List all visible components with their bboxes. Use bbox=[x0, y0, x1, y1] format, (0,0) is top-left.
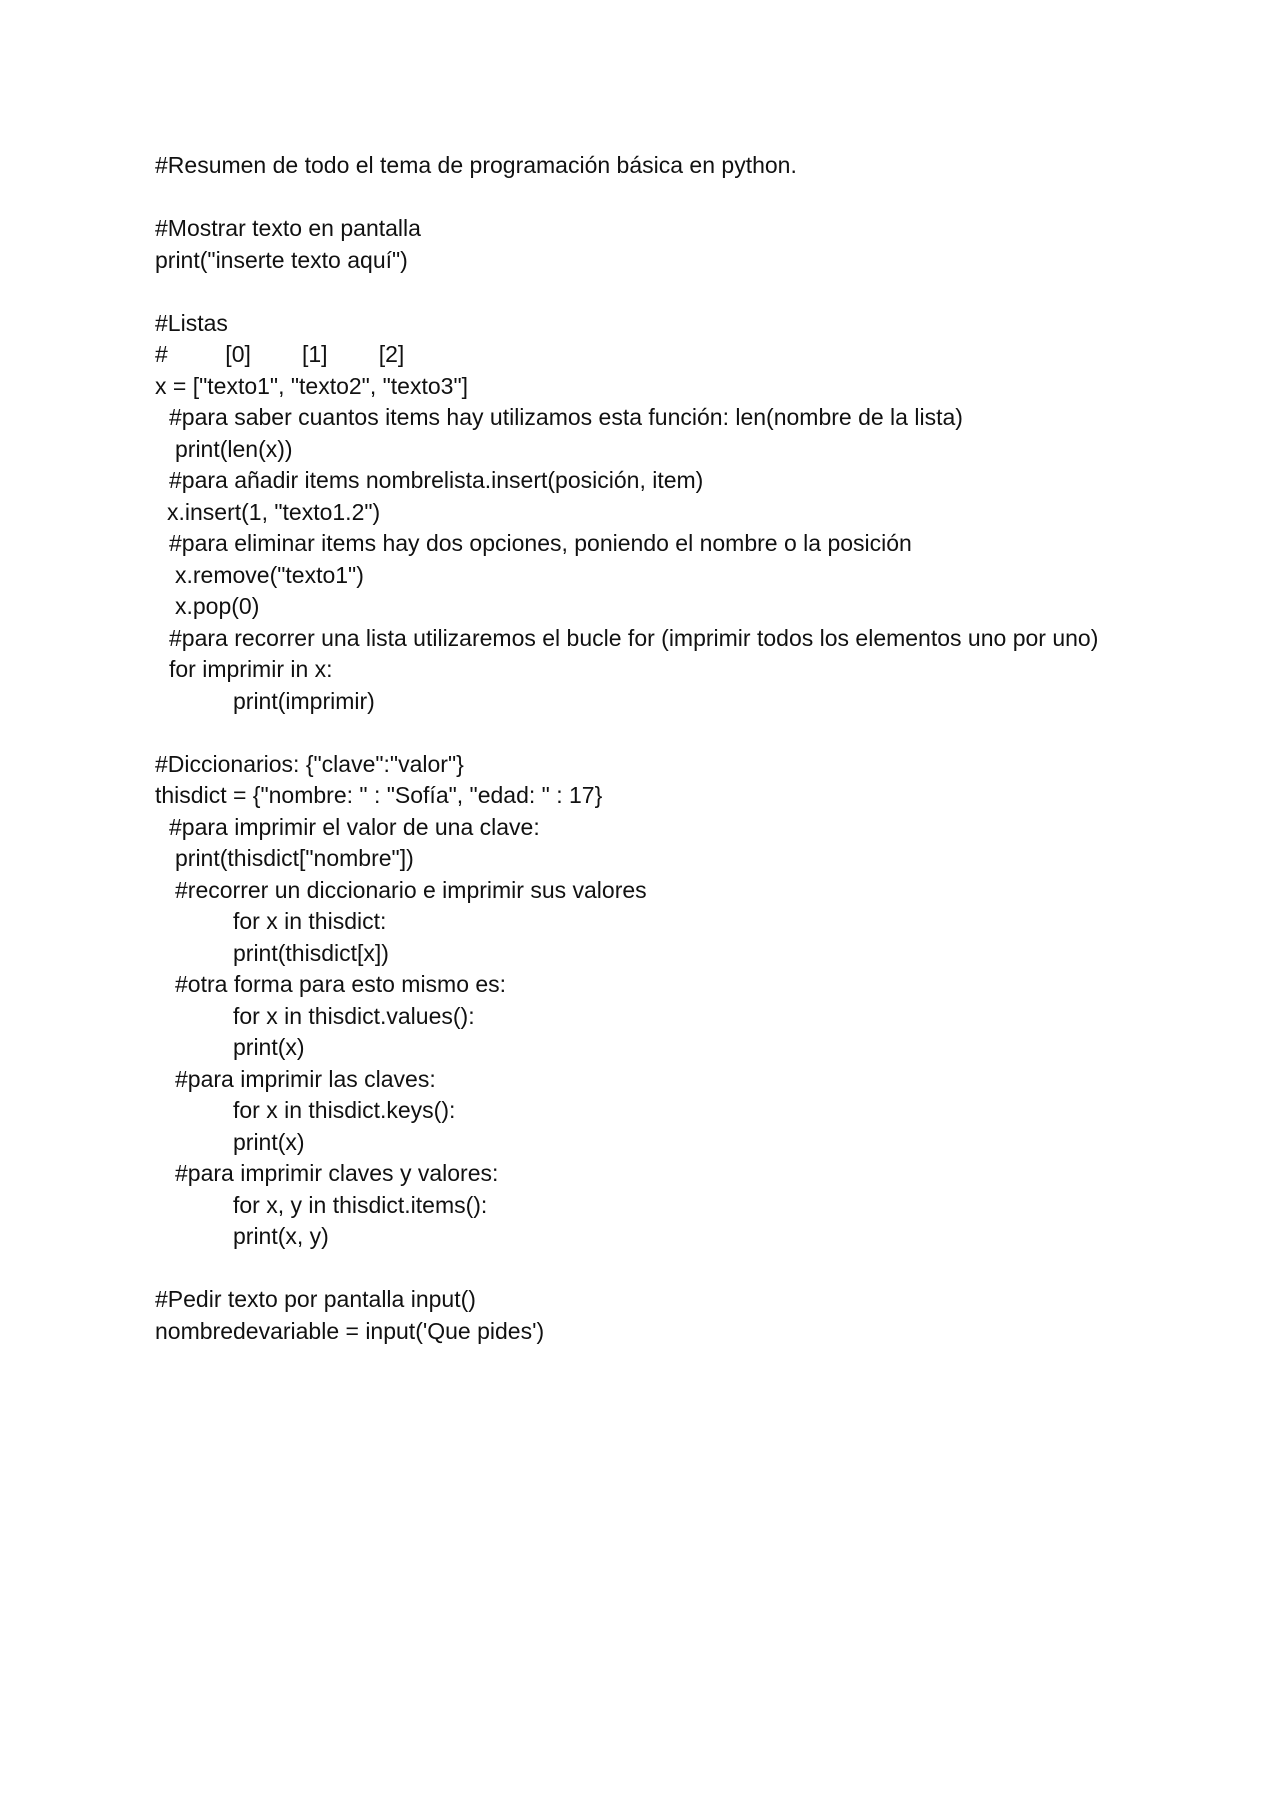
code-line: print(x) bbox=[233, 1034, 305, 1060]
code-line: for x in thisdict.keys(): bbox=[233, 1097, 456, 1123]
code-line: x.pop(0) bbox=[175, 593, 260, 619]
blank-line bbox=[155, 182, 1155, 214]
comment-line: #Pedir texto por pantalla input() bbox=[155, 1286, 476, 1312]
comment-line: #para imprimir claves y valores: bbox=[175, 1160, 499, 1186]
code-line: nombredevariable = input('Que pides') bbox=[155, 1317, 545, 1344]
blank-line bbox=[155, 717, 1155, 749]
code-line: for x, y in thisdict.items(): bbox=[233, 1191, 488, 1218]
code-line: x.insert(1, "texto1.2") bbox=[167, 498, 381, 525]
index-comment-line: # [0] [1] [2] bbox=[155, 341, 405, 367]
comment-line: #para recorrer una lista utilizaremos el bucle for (imprimir todos los elementos uno por uno) bbox=[169, 624, 1099, 651]
comment-line: #Mostrar texto en pantalla bbox=[155, 215, 421, 241]
heading-summary: #Resumen de todo el tema de programación básica en python. bbox=[155, 152, 797, 178]
code-line: print(len(x)) bbox=[175, 435, 293, 462]
code-line: x = ["texto1", "texto2", "texto3"] bbox=[155, 372, 469, 399]
code-line: print(thisdict[x]) bbox=[233, 939, 389, 966]
code-line: print("inserte texto aquí") bbox=[155, 246, 408, 273]
comment-line: #para eliminar items hay dos opciones, poniendo el nombre o la posición bbox=[169, 530, 912, 556]
section-heading-diccionarios: #Diccionarios: {"clave":"valor"} bbox=[155, 750, 464, 777]
code-line: print(thisdict["nombre"]) bbox=[175, 845, 414, 871]
comment-line: #otra forma para esto mismo es: bbox=[175, 971, 507, 997]
code-line: for x in thisdict: bbox=[233, 908, 387, 934]
code-line: for x in thisdict.values(): bbox=[233, 1002, 475, 1029]
code-line: print(imprimir) bbox=[233, 687, 375, 714]
comment-line: #recorrer un diccionario e imprimir sus valores bbox=[175, 876, 647, 903]
blank-line bbox=[155, 1253, 1155, 1285]
comment-line: #para saber cuantos items hay utilizamos esta función: len(nombre de la lista) bbox=[169, 404, 963, 430]
comment-line: #para añadir items nombrelista.insert(posición, item) bbox=[169, 467, 704, 493]
code-line: thisdict = {"nombre: " : "Sofía", "edad: " : 17} bbox=[155, 782, 603, 808]
code-line: print(x, y) bbox=[233, 1223, 329, 1249]
blank-line bbox=[155, 276, 1155, 308]
code-line: x.remove("texto1") bbox=[175, 561, 364, 588]
code-line: print(x) bbox=[233, 1128, 305, 1155]
comment-line: #para imprimir las claves: bbox=[175, 1065, 436, 1092]
code-line: for imprimir in x: bbox=[169, 656, 333, 682]
comment-line: #para imprimir el valor de una clave: bbox=[169, 813, 540, 840]
section-heading-listas: #Listas bbox=[155, 309, 228, 336]
document-body bbox=[155, 150, 1155, 1347]
